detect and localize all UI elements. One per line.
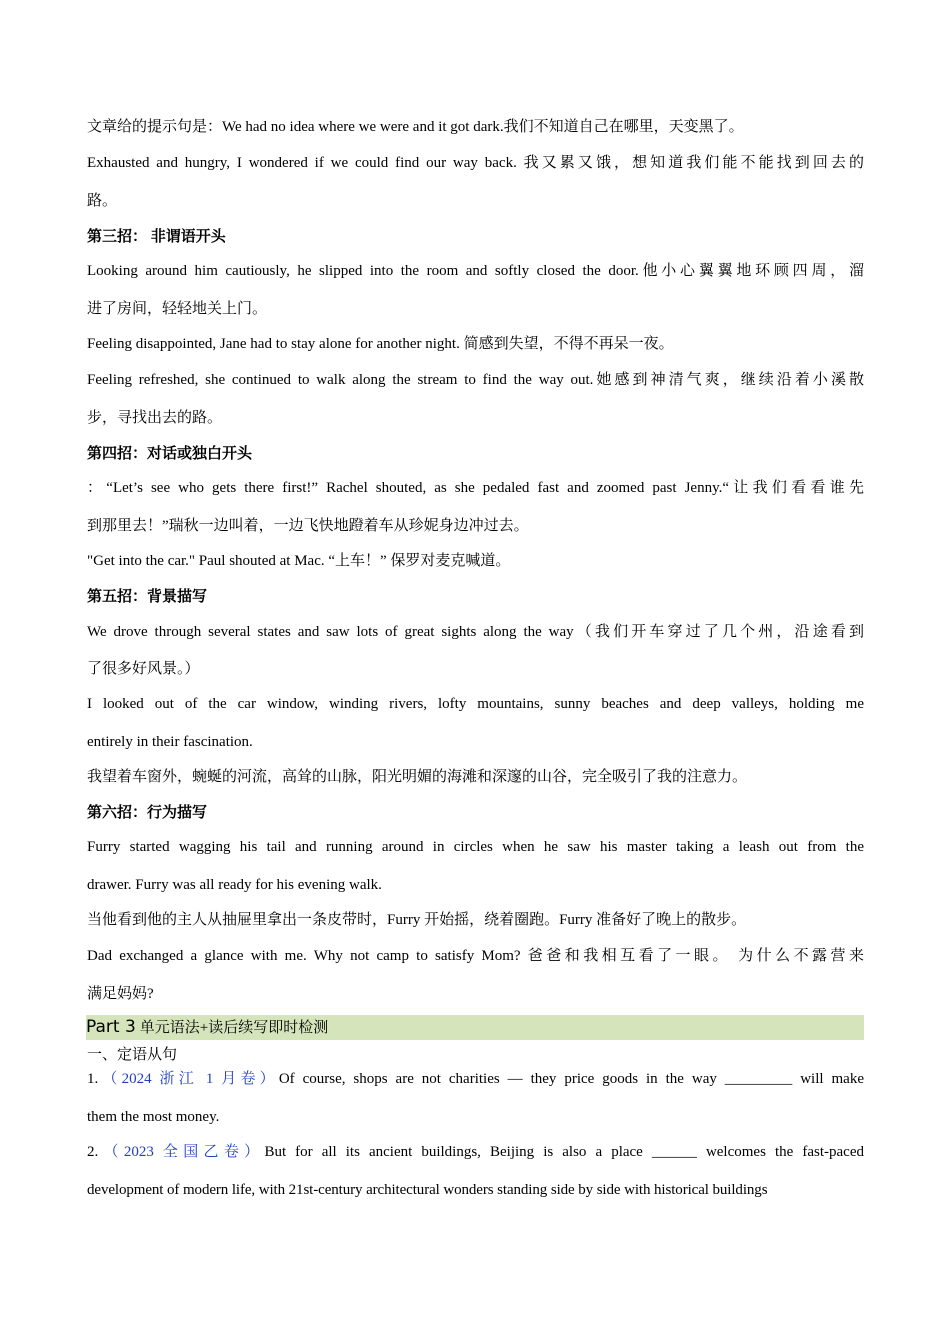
question-number: 1. [87, 1071, 99, 1087]
question-number: 2. [87, 1144, 99, 1160]
example-line: Furry started wagging his tail and running around in circles when he saw his master taking a leash out from the [87, 839, 864, 855]
part-3-banner [86, 1015, 864, 1040]
section-heading-4: 第四招：对话或独白开头 [87, 446, 253, 462]
question-text: Of course, shops are not charities — they price goods in the way _________ will make [278, 1071, 864, 1087]
part-label: Part 3 [86, 1017, 136, 1037]
example-line: drawer. Furry was all ready for his evening walk. [87, 877, 382, 893]
example-line: 步，寻找出去的路。 [87, 410, 223, 426]
question-1-continued: them the most money. [87, 1109, 220, 1125]
question-text: But for all its ancient buildings, Beijing is also a place ______ welcomes the fast-paced [264, 1144, 864, 1160]
hint-sentence-line: 文章给的提示句是：We had no idea where we were and it got dark.我们不知道自己在哪里，天变黑了。 [87, 119, 744, 135]
section-heading-3: 第三招： 非谓语开头 [87, 229, 226, 245]
example-line: 了很多好风景。） [87, 661, 200, 677]
question-2 [87, 1142, 864, 1162]
subheading: 一、定语从句 [87, 1047, 178, 1063]
question-1 [87, 1069, 864, 1089]
question-source: （2024 浙江 1 月卷） [98, 1071, 279, 1087]
example-line: "Get into the car." Paul shouted at Mac. “上车！” 保罗对麦克喊道。 [87, 553, 511, 569]
question-source: （2023 全国乙卷） [98, 1144, 265, 1160]
section-heading-6: 第六招：行为描写 [87, 805, 208, 821]
example-line: 当他看到他的主人从抽屉里拿出一条皮带时，Furry 开始摇，绕着圈跑。Furry 准备好了晚上的散步。 [87, 912, 747, 928]
example-line: Feeling refreshed, she continued to walk along the stream to find the way out.她感到神清气爽，继续沿着小溪散 [87, 372, 864, 388]
example-line: ：“Let’s see who gets there first!” Rachel shouted, as she pedaled fast and zoomed past Jenny.“让我们看看谁先 [87, 480, 864, 496]
example-line: Looking around him cautiously, he slipped into the room and softly closed the door.他小心翼翼地环顾四周，溜 [87, 263, 864, 279]
example-line: 到那里去！”瑞秋一边叫着，一边飞快地蹬着车从珍妮身边冲过去。 [87, 518, 529, 534]
example-line: I looked out of the car window, winding rivers, lofty mountains, sunny beaches and deep valleys, holding me [87, 696, 864, 712]
example-line: 进了房间，轻轻地关上门。 [87, 301, 268, 317]
section-heading-5: 第五招：背景描写 [87, 589, 208, 605]
example-line: Dad exchanged a glance with me. Why not camp to satisfy Mom? 爸爸和我相互看了一眼。 为什么不露营来 [87, 948, 864, 964]
example-line: 满足妈妈? [87, 986, 154, 1002]
question-2-continued: development of modern life, with 21st-century architectural wonders standing side by side with historical buildings [87, 1182, 768, 1198]
example-line: We drove through several states and saw lots of great sights along the way（我们开车穿过了几个州，沿途看到 [87, 624, 864, 640]
example-line: 我望着车窗外，蜿蜒的河流，高耸的山脉，阳光明媚的海滩和深邃的山谷，完全吸引了我的注意力。 [87, 769, 748, 785]
example-line: entirely in their fascination. [87, 734, 253, 750]
example-line: 路。 [87, 193, 118, 209]
part-title: 单元语法+读后续写即时检测 [139, 1020, 329, 1036]
example-line: Exhausted and hungry, I wondered if we could find our way back. 我又累又饿，想知道我们能不能找到回去的 [87, 155, 864, 171]
example-line: Feeling disappointed, Jane had to stay alone for another night. 简感到失望，不得不再呆一夜。 [87, 336, 674, 352]
